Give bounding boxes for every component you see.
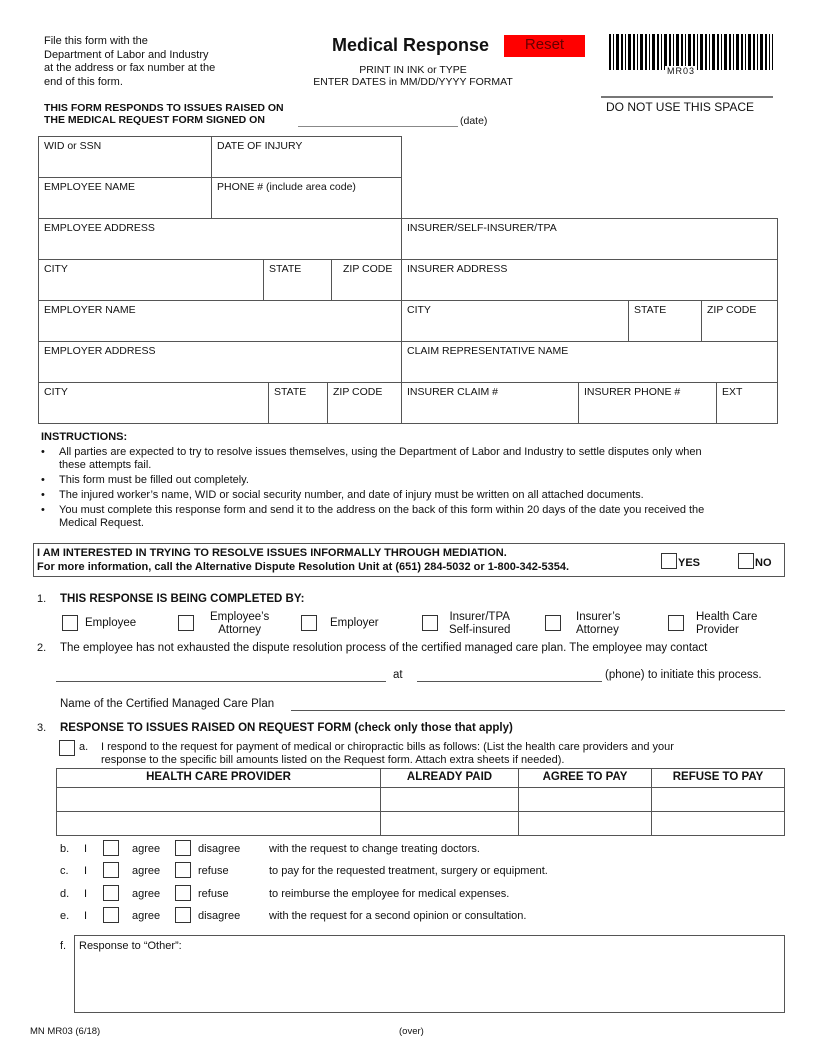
field-label: CITY <box>44 386 68 398</box>
option-line: Employee’s <box>210 611 270 623</box>
claim-number-field[interactable] <box>401 382 579 424</box>
doi-input[interactable] <box>216 162 397 174</box>
section-number: 2. <box>37 642 47 654</box>
option1-label: agree <box>132 865 161 878</box>
mediation-line: I AM INTERESTED IN TRYING TO RESOLVE ISSUES INFORMALLY THROUGH MEDIATION. <box>37 547 507 559</box>
i-label: I <box>84 887 88 900</box>
item-a-line: I respond to the request for payment of medical or chiropractic bills as follows: (List the health care providers and your <box>101 741 674 753</box>
barcode-text: MR03 <box>667 66 696 76</box>
employer-address-field[interactable] <box>38 341 402 383</box>
over-label: (over) <box>399 1026 424 1037</box>
i-label: I <box>84 843 88 855</box>
employer-city-input[interactable] <box>43 408 264 420</box>
dates-note: ENTER DATES in MM/DD/YYYY FORMAT <box>313 76 513 88</box>
reserved-line <box>601 96 773 98</box>
field-label: STATE <box>274 386 307 398</box>
employer-name-input[interactable] <box>43 326 397 338</box>
insurer-field[interactable] <box>401 218 778 260</box>
field-label: PHONE # (include area code) <box>217 181 356 193</box>
date-label: (date) <box>460 115 488 127</box>
health-care-provider-checkbox[interactable] <box>668 615 684 631</box>
option2-label: disagree <box>198 909 241 922</box>
contact-phone-input[interactable] <box>417 668 602 682</box>
option-line: Insurer’s <box>576 611 621 623</box>
paid-cell[interactable] <box>380 787 519 812</box>
instruction-item: The injured worker’s name, WID or social security number, and date of injury must be written on all attached documents. <box>59 489 644 501</box>
instruction-item: This form must be filled out completely. <box>59 474 249 486</box>
instruction-item: Medical Request. <box>59 517 144 529</box>
item-a-line: response to the specific bill amounts listed on the Request form. Attach extra sheets if needed). <box>101 754 565 766</box>
insurer-state-field[interactable] <box>628 300 702 342</box>
phone-label: (phone) to initiate this process. <box>605 669 762 681</box>
field-label: EMPLOYEE ADDRESS <box>44 222 155 234</box>
provider-cell[interactable] <box>56 787 381 812</box>
field-label: EMPLOYEE NAME <box>44 181 136 193</box>
ext-field[interactable] <box>716 382 778 424</box>
employer-zip-field[interactable] <box>327 382 402 424</box>
employee-attorney-checkbox[interactable] <box>178 615 194 631</box>
col-header: HEALTH CARE PROVIDER <box>56 768 381 788</box>
doi-field[interactable] <box>211 136 402 178</box>
field-label: CITY <box>407 304 431 316</box>
item-a-text <box>101 741 674 767</box>
form-id: MN MR03 (6/18) <box>30 1026 101 1037</box>
plan-input[interactable] <box>291 697 785 711</box>
item-text: to reimburse the employee for medical expenses. <box>269 887 510 900</box>
employer-state-field[interactable] <box>268 382 328 424</box>
phone-field[interactable] <box>211 177 402 219</box>
contact-input[interactable] <box>56 668 386 682</box>
field-label: ZIP CODE <box>707 304 757 316</box>
insurer-phone-input[interactable] <box>583 408 712 420</box>
employer-state-input[interactable] <box>273 408 323 420</box>
insurer-tpa-checkbox[interactable] <box>422 615 438 631</box>
employee-city-field[interactable] <box>38 259 264 301</box>
field-label: ZIP CODE <box>333 386 383 398</box>
wid-input[interactable] <box>43 162 207 174</box>
file-instructions <box>44 35 215 89</box>
agree-cell[interactable] <box>518 787 652 812</box>
yes-label: YES <box>678 557 701 569</box>
option-line: Health Care <box>696 611 758 623</box>
col-header: ALREADY PAID <box>380 768 519 788</box>
employee-city-input[interactable] <box>43 285 259 297</box>
signed-date-input[interactable] <box>298 113 458 127</box>
option-line: Self-insured <box>449 624 511 636</box>
insurer-address-field[interactable] <box>401 259 778 301</box>
employer-name-field[interactable] <box>38 300 402 342</box>
employer-checkbox[interactable] <box>301 615 317 631</box>
insurer-zip-field[interactable] <box>701 300 778 342</box>
option-label <box>449 611 510 637</box>
insurer-city-field[interactable] <box>401 300 629 342</box>
disagree-checkbox[interactable] <box>175 840 191 856</box>
mediation-line: For more information, call the Alternative Dispute Resolution Unit at (651) 284-5032 or 1-800-342-5354. <box>37 560 570 573</box>
no-label: NO <box>755 557 772 569</box>
field-label: WID or SSN <box>44 140 102 152</box>
wid-field[interactable] <box>38 136 212 178</box>
section3-title: RESPONSE TO ISSUES RAISED ON REQUEST FORM (check only those that apply) <box>60 722 513 734</box>
item-a-checkbox[interactable] <box>59 740 75 756</box>
option1-label: agree <box>132 887 161 900</box>
mediation-no-checkbox[interactable] <box>738 553 754 569</box>
field-label: CITY <box>44 263 68 275</box>
item-letter: b. <box>60 843 70 855</box>
bullet: • <box>41 504 45 516</box>
option-label: Employee <box>85 617 137 629</box>
option-label <box>576 611 620 637</box>
item-text: to pay for the requested treatment, surgery or equipment. <box>269 865 548 878</box>
field-label: EXT <box>722 386 743 398</box>
file-note-line: at the address or fax number at the <box>44 62 216 74</box>
refuse-cell[interactable] <box>651 787 785 812</box>
option-line: Attorney <box>576 624 619 636</box>
insurer-zip-input[interactable] <box>706 326 773 338</box>
option-label <box>210 611 269 637</box>
file-note-line: File this form with the <box>44 35 148 47</box>
disagree-checkbox[interactable] <box>175 885 191 901</box>
field-label: EMPLOYER NAME <box>44 304 136 316</box>
employer-city-field[interactable] <box>38 382 269 424</box>
claim-rep-field[interactable] <box>401 341 778 383</box>
option2-label: disagree <box>198 843 241 855</box>
option-line: Insurer/TPA <box>449 611 510 623</box>
employee-name-field[interactable] <box>38 177 212 219</box>
paid-cell[interactable] <box>380 811 519 836</box>
refuse-cell[interactable] <box>651 811 785 836</box>
field-label: INSURER/SELF-INSURER/TPA <box>407 222 557 234</box>
insurer-state-input[interactable] <box>633 326 697 338</box>
item-letter: e. <box>60 909 70 922</box>
employee-checkbox[interactable] <box>62 615 78 631</box>
disagree-checkbox[interactable] <box>175 907 191 923</box>
employee-address-input[interactable] <box>43 244 397 256</box>
print-instructions <box>300 64 526 88</box>
provider-cell[interactable] <box>56 811 381 836</box>
mediation-text <box>37 547 569 574</box>
employee-zip-input[interactable] <box>336 285 397 297</box>
mediation-yes-checkbox[interactable] <box>661 553 677 569</box>
employee-name-input[interactable] <box>43 203 207 215</box>
responds-label <box>44 102 284 126</box>
bullet: • <box>41 489 45 501</box>
option-line: Provider <box>696 624 739 636</box>
field-label: CLAIM REPRESENTATIVE NAME <box>407 345 569 357</box>
option-label: Employer <box>330 617 379 629</box>
item-letter: c. <box>60 865 69 878</box>
agree-checkbox[interactable] <box>103 885 119 901</box>
option2-label: refuse <box>198 887 229 900</box>
item-text: with the request to change treating doctors. <box>269 843 480 855</box>
col-header: REFUSE TO PAY <box>651 768 785 788</box>
employee-state-field[interactable] <box>263 259 332 301</box>
item-letter: f. <box>60 940 67 952</box>
claim-rep-input[interactable] <box>406 367 773 379</box>
item-letter: a. <box>79 741 89 753</box>
reset-button[interactable]: Reset <box>504 35 585 57</box>
claim-number-input[interactable] <box>406 408 574 420</box>
insurer-address-input[interactable] <box>406 285 773 297</box>
instruction-item: these attempts fail. <box>59 459 152 471</box>
col-header: AGREE TO PAY <box>518 768 652 788</box>
section-number: 1. <box>37 593 47 605</box>
field-label: ZIP CODE <box>343 263 393 275</box>
agree-checkbox[interactable] <box>103 840 119 856</box>
bullet: • <box>41 474 45 486</box>
file-note-line: Department of Labor and Industry <box>44 48 209 61</box>
insurer-input[interactable] <box>406 244 773 256</box>
file-note-line: end of this form. <box>44 75 123 88</box>
at-label: at <box>393 669 403 681</box>
other-response-label: Response to “Other”: <box>79 940 182 952</box>
employer-address-input[interactable] <box>43 367 397 379</box>
item-letter: d. <box>60 887 70 900</box>
item-text: with the request for a second opinion or consultation. <box>269 909 527 922</box>
field-label: INSURER CLAIM # <box>407 386 499 398</box>
section1-title: THIS RESPONSE IS BEING COMPLETED BY: <box>60 593 305 605</box>
option-line: Attorney <box>218 624 262 636</box>
barcode <box>609 34 773 70</box>
ext-input[interactable] <box>721 408 773 420</box>
field-label: STATE <box>269 263 302 275</box>
option1-label: agree <box>132 909 161 922</box>
insurer-city-input[interactable] <box>406 326 624 338</box>
field-label: INSURER ADDRESS <box>407 263 508 275</box>
agree-checkbox[interactable] <box>103 907 119 923</box>
i-label: I <box>84 909 88 922</box>
employee-state-input[interactable] <box>268 285 327 297</box>
section2-text: The employee has not exhausted the dispute resolution process of the certified managed care plan. The employee may contact <box>60 642 708 654</box>
option1-label: agree <box>132 843 161 855</box>
insurer-phone-field[interactable] <box>578 382 717 424</box>
page-title: Medical Response <box>332 35 490 55</box>
do-not-use-label: DO NOT USE THIS SPACE <box>606 100 755 114</box>
field-label: INSURER PHONE # <box>584 386 681 398</box>
instructions-title: INSTRUCTIONS: <box>41 431 128 443</box>
option2-label: refuse <box>198 865 229 878</box>
employee-zip-field[interactable] <box>331 259 402 301</box>
responds-line: THIS FORM RESPONDS TO ISSUES RAISED ON <box>44 102 284 114</box>
bullet: • <box>41 446 45 458</box>
responds-line: THE MEDICAL REQUEST FORM SIGNED ON <box>44 114 265 126</box>
option-label <box>696 611 757 637</box>
agree-checkbox[interactable] <box>103 862 119 878</box>
section-number: 3. <box>37 722 47 734</box>
disagree-checkbox[interactable] <box>175 862 191 878</box>
employee-address-field[interactable] <box>38 218 402 260</box>
insurer-attorney-checkbox[interactable] <box>545 615 561 631</box>
field-label: DATE OF INJURY <box>217 140 303 152</box>
print-note: PRINT IN INK or TYPE <box>359 64 467 76</box>
employer-zip-input[interactable] <box>332 408 397 420</box>
plan-label: Name of the Certified Managed Care Plan <box>60 698 275 710</box>
i-label: I <box>84 865 88 878</box>
field-label: STATE <box>634 304 667 316</box>
instruction-item: You must complete this response form and send it to the address on the back of this form within 20 days of the date you received the <box>59 504 705 516</box>
instruction-item: All parties are expected to try to resolve issues themselves, using the Department of Labor and Industry to settle disputes only when <box>59 446 702 458</box>
agree-cell[interactable] <box>518 811 652 836</box>
field-label: EMPLOYER ADDRESS <box>44 345 156 357</box>
phone-input[interactable] <box>216 203 397 215</box>
